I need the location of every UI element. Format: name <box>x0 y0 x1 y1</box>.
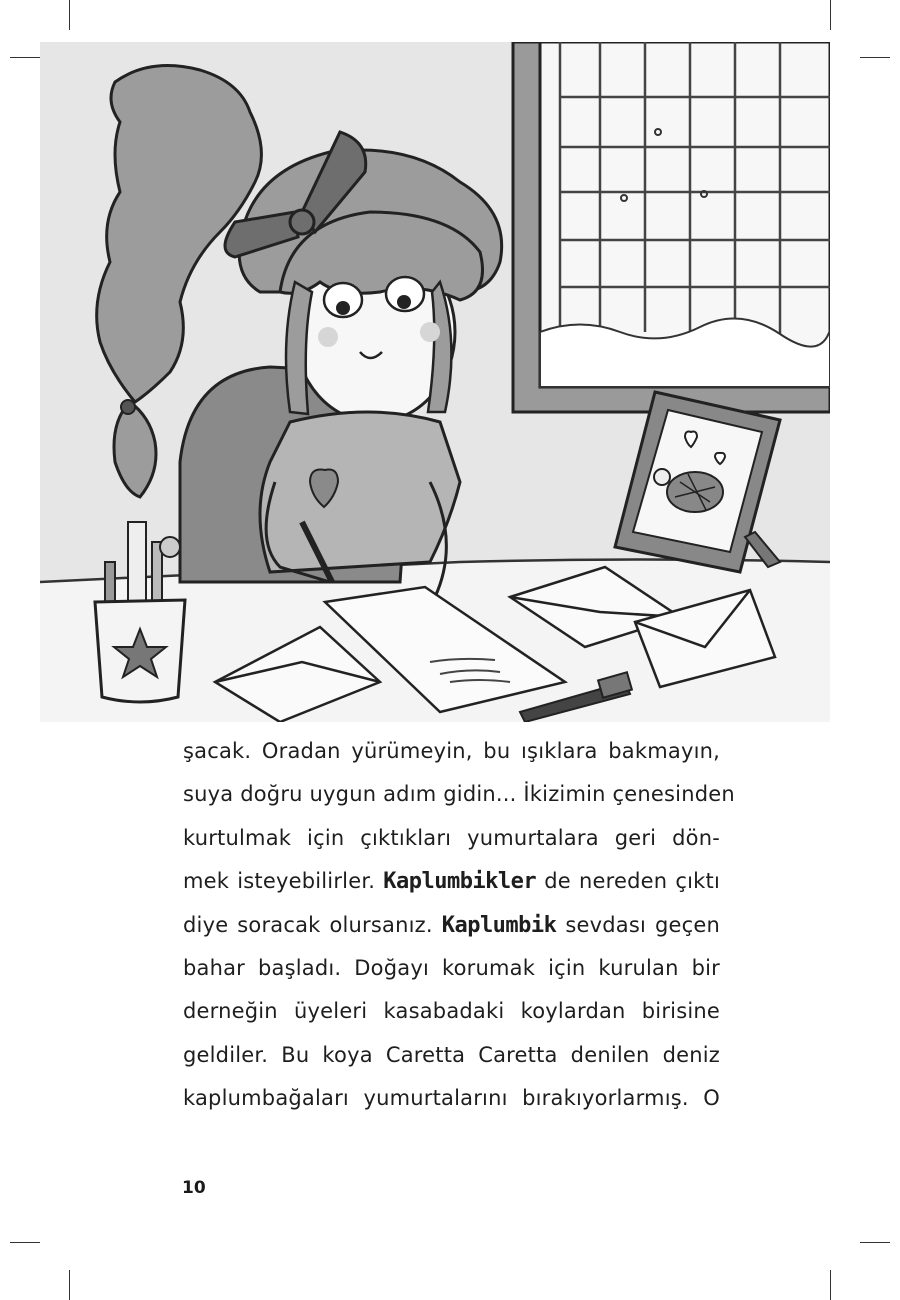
crop-mark <box>860 57 890 58</box>
text-segment: diye soracak olursanız. <box>183 912 442 937</box>
body-text <box>183 730 735 1121</box>
text-segment: bahar başladı. Doğayı korumak için kurulan bir <box>183 955 720 980</box>
text-line <box>183 730 720 773</box>
text-segment: geldiler. Bu koya Caretta Caretta denilen deniz <box>183 1042 720 1067</box>
crop-mark <box>69 1270 70 1300</box>
text-line <box>183 1034 720 1077</box>
text-segment: de nereden çıktı <box>536 869 720 894</box>
text-line <box>183 817 720 860</box>
window-icon <box>513 42 830 412</box>
crop-mark <box>860 1242 890 1243</box>
illustration <box>40 42 830 722</box>
crop-mark <box>830 1270 831 1300</box>
text-line <box>183 773 735 816</box>
bold-term: Kaplumbik <box>441 912 557 938</box>
text-segment: derneğin üyeleri kasabadaki koylardan birisine <box>183 999 720 1024</box>
crop-mark <box>10 57 40 58</box>
text-segment: suya doğru uygun adım gidin... İkizimin çenesinden <box>183 782 735 807</box>
crop-mark <box>830 0 831 30</box>
text-line <box>183 947 720 990</box>
text-line <box>183 904 720 947</box>
text-segment: şacak. Oradan yürümeyin, bu ışıklara bakmayın, <box>183 739 720 763</box>
shirt <box>260 412 460 572</box>
crop-mark <box>69 0 70 30</box>
text-segment: sevdası geçen <box>556 912 720 937</box>
text-segment: mek isteyebilirler. <box>183 869 384 894</box>
text-segment: kaplumbağaları yumurtalarını bırakıyorlarmış. O <box>183 1086 720 1111</box>
text-line <box>183 990 720 1033</box>
crop-mark <box>10 1242 40 1243</box>
bold-term: Kaplumbikler <box>383 869 537 895</box>
text-segment: kurtulmak için çıktıkları yumurtalara geri dön- <box>183 825 720 850</box>
text-line <box>183 860 720 903</box>
page-number: 10 <box>182 1178 206 1198</box>
text-line <box>183 1077 720 1120</box>
